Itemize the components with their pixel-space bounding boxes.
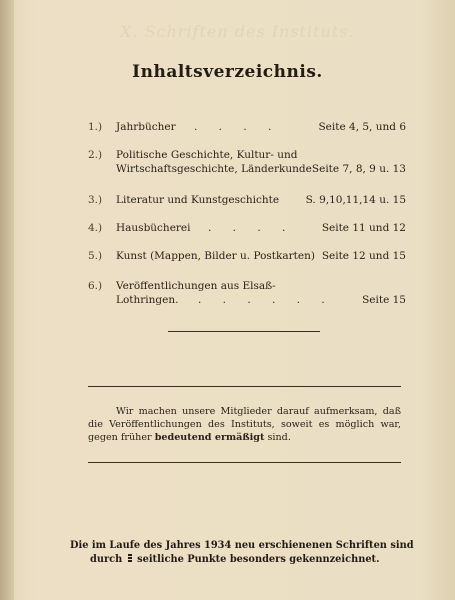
toc-page-ref: S. 9,10,11,14 u. 15 bbox=[305, 194, 406, 206]
toc-entry-title-cont: Wirtschaftsgeschichte, Länderkunde bbox=[116, 163, 312, 175]
toc-entry-title: Veröffentlichungen aus Elsaß- bbox=[116, 280, 276, 292]
toc-entry-title: Hausbücherei bbox=[116, 222, 191, 234]
footer-line-1: Die im Laufe des Jahres 1934 neu erschienenen Schriften sind bbox=[70, 540, 414, 551]
toc-entry-number: 4.) bbox=[88, 222, 103, 234]
toc-entry-title: Literatur und Kunstgeschichte bbox=[116, 194, 280, 206]
toc-leader-dots: . . . . bbox=[208, 222, 295, 234]
toc-entry-title-cont: Lothringen. bbox=[116, 294, 179, 306]
toc-leader-dots: . . . . . . bbox=[198, 294, 334, 306]
notice-emphasis: bedeutend ermäßigt bbox=[154, 432, 265, 443]
notice-bottom-rule bbox=[88, 462, 401, 463]
notice-text: Wir machen unsere Mitglieder darauf aufmerksam, daß die Veröffentlichungen des Instituts, soweit es möglich war, gegen früher bbox=[88, 406, 401, 443]
footer-line-2-end: seitliche Punkte besonders gekennzeichnet. bbox=[137, 554, 380, 565]
bleed-through-header: X. Schriften des Instituts. bbox=[120, 22, 355, 41]
toc-page-ref: Seite 7, 8, 9 u. 13 bbox=[311, 163, 406, 175]
toc-entry-number: 6.) bbox=[88, 280, 103, 292]
toc-page-ref: Seite 15 bbox=[362, 294, 406, 306]
toc-entry-number: 1.) bbox=[88, 121, 103, 133]
page-title: Inhaltsverzeichnis. bbox=[132, 62, 323, 82]
toc-page-ref: Seite 12 und 15 bbox=[321, 250, 406, 262]
toc-page-ref: Seite 4, 5, und 6 bbox=[318, 121, 406, 133]
toc-entry-title: Jahrbücher bbox=[116, 121, 176, 133]
short-divider bbox=[168, 331, 320, 332]
toc-page-ref: Seite 11 und 12 bbox=[321, 222, 406, 234]
toc-entry-number: 3.) bbox=[88, 194, 103, 206]
toc-entry-title: Kunst (Mappen, Bilder u. Postkarten) bbox=[116, 250, 315, 262]
toc-leader-dots: . . . . bbox=[194, 121, 281, 133]
page-spine-shadow bbox=[0, 0, 14, 600]
footer-note bbox=[70, 539, 414, 567]
notice-top-rule bbox=[88, 386, 401, 387]
side-dots-mark-icon bbox=[128, 554, 132, 563]
footer-line-2-start: durch bbox=[90, 554, 123, 565]
notice-text-end: sind. bbox=[264, 432, 291, 443]
discount-notice bbox=[88, 405, 401, 444]
toc-entry-number: 2.) bbox=[88, 149, 103, 161]
toc-entry-title: Politische Geschichte, Kultur- und bbox=[116, 149, 298, 161]
toc-entry-number: 5.) bbox=[88, 250, 103, 262]
